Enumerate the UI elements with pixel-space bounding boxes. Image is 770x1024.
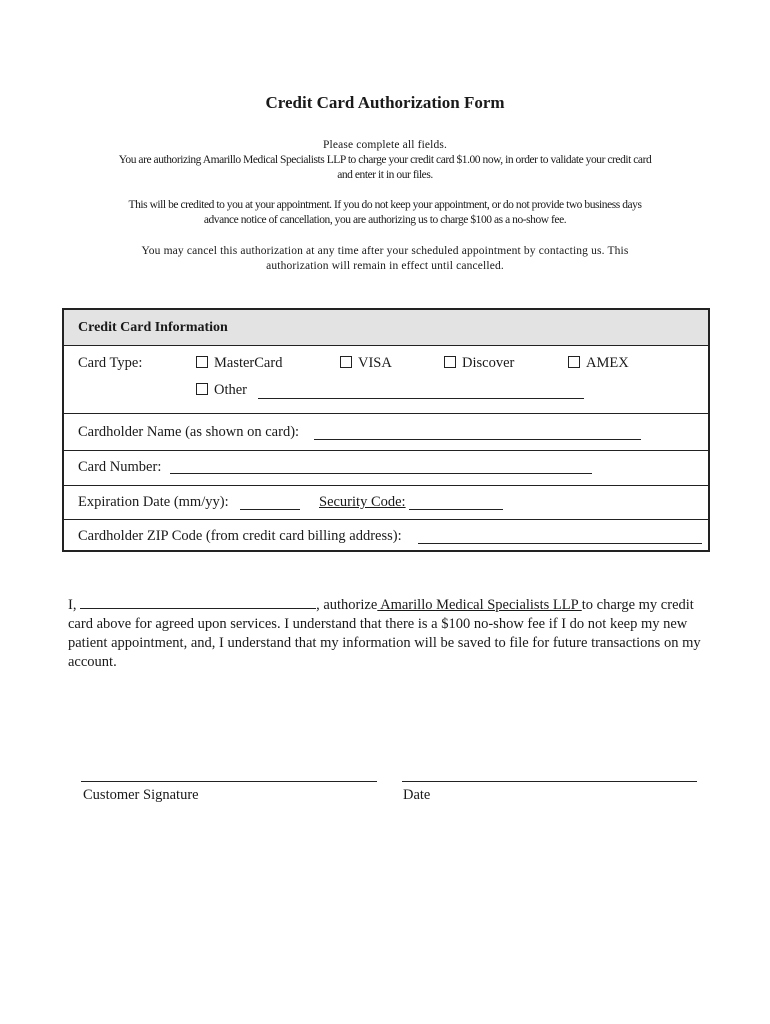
zip-code-field[interactable] <box>418 543 702 544</box>
discover-checkbox[interactable] <box>444 356 456 368</box>
card-info-header <box>64 310 708 346</box>
mastercard-checkbox[interactable] <box>196 356 208 368</box>
auth-suffix: to charge my credit card above for agreed upon services. I understand that there is a $100 no-show fee if I do not keep my new patient appointment, and, I understand that my information will be saved to file for future transactions on my account. <box>68 597 701 670</box>
row-divider <box>64 519 708 520</box>
intro-para2-line-2: advance notice of cancellation, you are authorizing us to charge $100 as a no-show fee. <box>203 214 567 226</box>
auth-prefix: I, <box>68 597 77 613</box>
authorization-statement <box>68 594 718 672</box>
cardholder-name-field[interactable] <box>314 439 641 440</box>
authorizer-name-field[interactable] <box>80 594 316 609</box>
intro-para3-line-1: You may cancel this authorization at any time after your scheduled appointment by contacting us. This <box>141 245 629 257</box>
mastercard-option[interactable] <box>196 355 282 372</box>
card-type-label: Card Type: <box>78 355 143 371</box>
other-option[interactable] <box>196 382 247 399</box>
page-title: Credit Card Authorization Form <box>265 93 505 112</box>
card-info-header-text: Credit Card Information <box>78 320 228 335</box>
visa-label: VISA <box>358 355 392 371</box>
card-number-field[interactable] <box>170 473 592 474</box>
security-code-field[interactable] <box>409 509 503 510</box>
customer-signature-label: Customer Signature <box>83 787 199 803</box>
intro-para3-line-2: authorization will remain in effect until cancelled. <box>266 260 504 272</box>
cardholder-name-label: Cardholder Name (as shown on card): <box>78 424 300 440</box>
security-code-label: Security Code: <box>319 494 406 510</box>
row-divider <box>64 413 708 414</box>
date-field[interactable] <box>402 781 697 782</box>
other-checkbox[interactable] <box>196 383 208 395</box>
date-label: Date <box>403 787 431 803</box>
customer-signature-field[interactable] <box>81 781 377 782</box>
visa-checkbox[interactable] <box>340 356 352 368</box>
intro-line-1: Please complete all fields. <box>322 139 448 151</box>
auth-company-name: Amarillo Medical Specialists LLP <box>377 597 582 613</box>
expiration-date-label: Expiration Date (mm/yy): <box>78 494 229 510</box>
zip-code-label: Cardholder ZIP Code (from credit card billing address): <box>78 528 402 544</box>
credit-card-info-box <box>62 308 710 552</box>
expiration-date-field[interactable] <box>240 509 300 510</box>
amex-label: AMEX <box>586 355 629 371</box>
amex-checkbox[interactable] <box>568 356 580 368</box>
other-label: Other <box>214 382 248 398</box>
row-divider <box>64 485 708 486</box>
discover-option[interactable] <box>444 355 514 372</box>
mastercard-label: MasterCard <box>214 355 283 371</box>
intro-para2-line-1: This will be credited to you at your appointment. If you do not keep your appointment, or do not provide two business days <box>128 199 642 211</box>
intro-line-2: You are authorizing Amarillo Medical Specialists LLP to charge your credit card $1.00 now, in order to validate your credit card <box>118 154 652 166</box>
amex-option[interactable] <box>568 355 629 372</box>
visa-option[interactable] <box>340 355 392 372</box>
auth-middle: , authorize <box>316 597 378 613</box>
other-card-type-field[interactable] <box>258 398 584 399</box>
row-divider <box>64 450 708 451</box>
intro-line-3: and enter it in our files. <box>337 169 433 181</box>
card-number-label: Card Number: <box>78 459 162 475</box>
discover-label: Discover <box>462 355 515 371</box>
